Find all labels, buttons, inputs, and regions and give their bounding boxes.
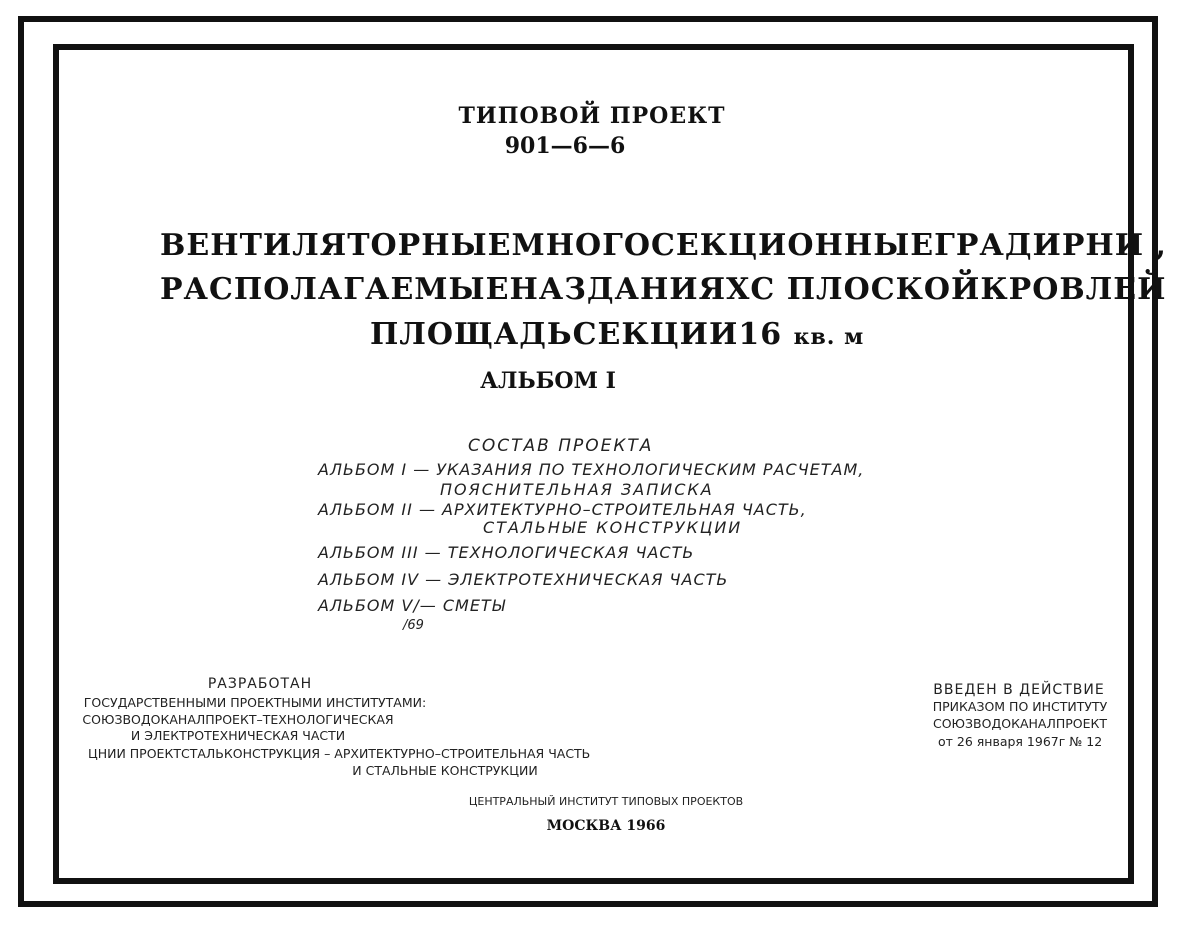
institute-name: ЦЕНТРАЛЬНЫЙ ИНСТИТУТ ТИПОВЫХ ПРОЕКТОВ xyxy=(468,795,744,808)
section-area-unit: кв. м xyxy=(793,324,865,350)
developed-line: СОЮЗВОДОКАНАЛПРОЕКТ–ТЕХНОЛОГИЧЕСКАЯ xyxy=(82,712,394,727)
album-5-line: АЛЬБОМ V/— СМЕТЫ xyxy=(318,596,506,615)
introduced-line: ПРИКАЗОМ ПО ИНСТИТУТУ xyxy=(932,699,1108,714)
developed-line: И ЭЛЕКТРОТЕХНИЧЕСКАЯ ЧАСТИ xyxy=(130,728,346,743)
album-2-sub: СТАЛЬНЫЕ КОНСТРУКЦИИ xyxy=(483,518,743,537)
title-line-3 xyxy=(370,317,865,352)
introduced-line: СОЮЗВОДОКАНАЛПРОЕКТ xyxy=(932,716,1108,731)
title-word: МНОГОСЕКЦИОННЫЕ xyxy=(511,228,935,263)
album-1-sub: ПОЯСНИТЕЛЬНАЯ ЗАПИСКА xyxy=(440,480,714,499)
developed-line: И СТАЛЬНЫЕ КОНСТРУКЦИИ xyxy=(352,763,538,778)
introduced-order-date: от 26 января 1967г № 12 xyxy=(938,734,1103,749)
introduced-title: ВВЕДЕН В ДЕЙСТВИЕ xyxy=(933,682,1105,698)
title-word: С ПЛОСКОЙ xyxy=(750,272,981,307)
album-label: АЛЬБОМ I xyxy=(480,368,616,394)
title-line-1 xyxy=(160,228,1168,263)
developed-title: РАЗРАБОТАН xyxy=(207,676,313,692)
album-2-line: АЛЬБОМ II — АРХИТЕКТУРНО–СТРОИТЕЛЬНАЯ ЧАСТЬ, xyxy=(318,500,807,519)
title-word: КРОВЛЕЙ xyxy=(980,272,1167,307)
composition-title: СОСТАВ ПРОЕКТА xyxy=(468,436,654,456)
title-word: НА xyxy=(509,272,565,307)
developed-line: ЦНИИ ПРОЕКТСТАЛЬКОНСТРУКЦИЯ – АРХИТЕКТУРНО–СТРОИТЕЛЬНАЯ ЧАСТЬ xyxy=(88,746,591,761)
title-word: РАСПОЛАГАЕМЫЕ xyxy=(160,272,510,307)
title-word: ГРАДИРНИ , xyxy=(934,228,1168,263)
project-type: ТИПОВОЙ ПРОЕКТ xyxy=(458,103,726,129)
project-number: 901—6—6 xyxy=(504,133,626,159)
album-4-line: АЛЬБОМ IV — ЭЛЕКТРОТЕХНИЧЕСКАЯ ЧАСТЬ xyxy=(318,570,729,589)
album-3-line: АЛЬБОМ III — ТЕХНОЛОГИЧЕСКАЯ ЧАСТЬ xyxy=(318,543,695,562)
album-5-sub: /69 xyxy=(403,618,424,633)
city-year: МОСКВА 1966 xyxy=(546,818,666,834)
album-1-line: АЛЬБОМ I — УКАЗАНИЯ ПО ТЕХНОЛОГИЧЕСКИМ РАСЧЕТАМ, xyxy=(318,460,865,479)
title-word: СЕКЦИИ xyxy=(572,317,739,352)
title-line-2 xyxy=(160,272,1167,307)
title-word: ВЕНТИЛЯТОРНЫЕ xyxy=(160,228,512,263)
title-word: ЗДАНИЯХ xyxy=(564,272,751,307)
developed-line: ГОСУДАРСТВЕННЫМИ ПРОЕКТНЫМИ ИНСТИТУТАМИ: xyxy=(83,695,427,710)
section-area-value: 16 xyxy=(738,317,783,352)
title-word: ПЛОЩАДЬ xyxy=(370,317,573,352)
